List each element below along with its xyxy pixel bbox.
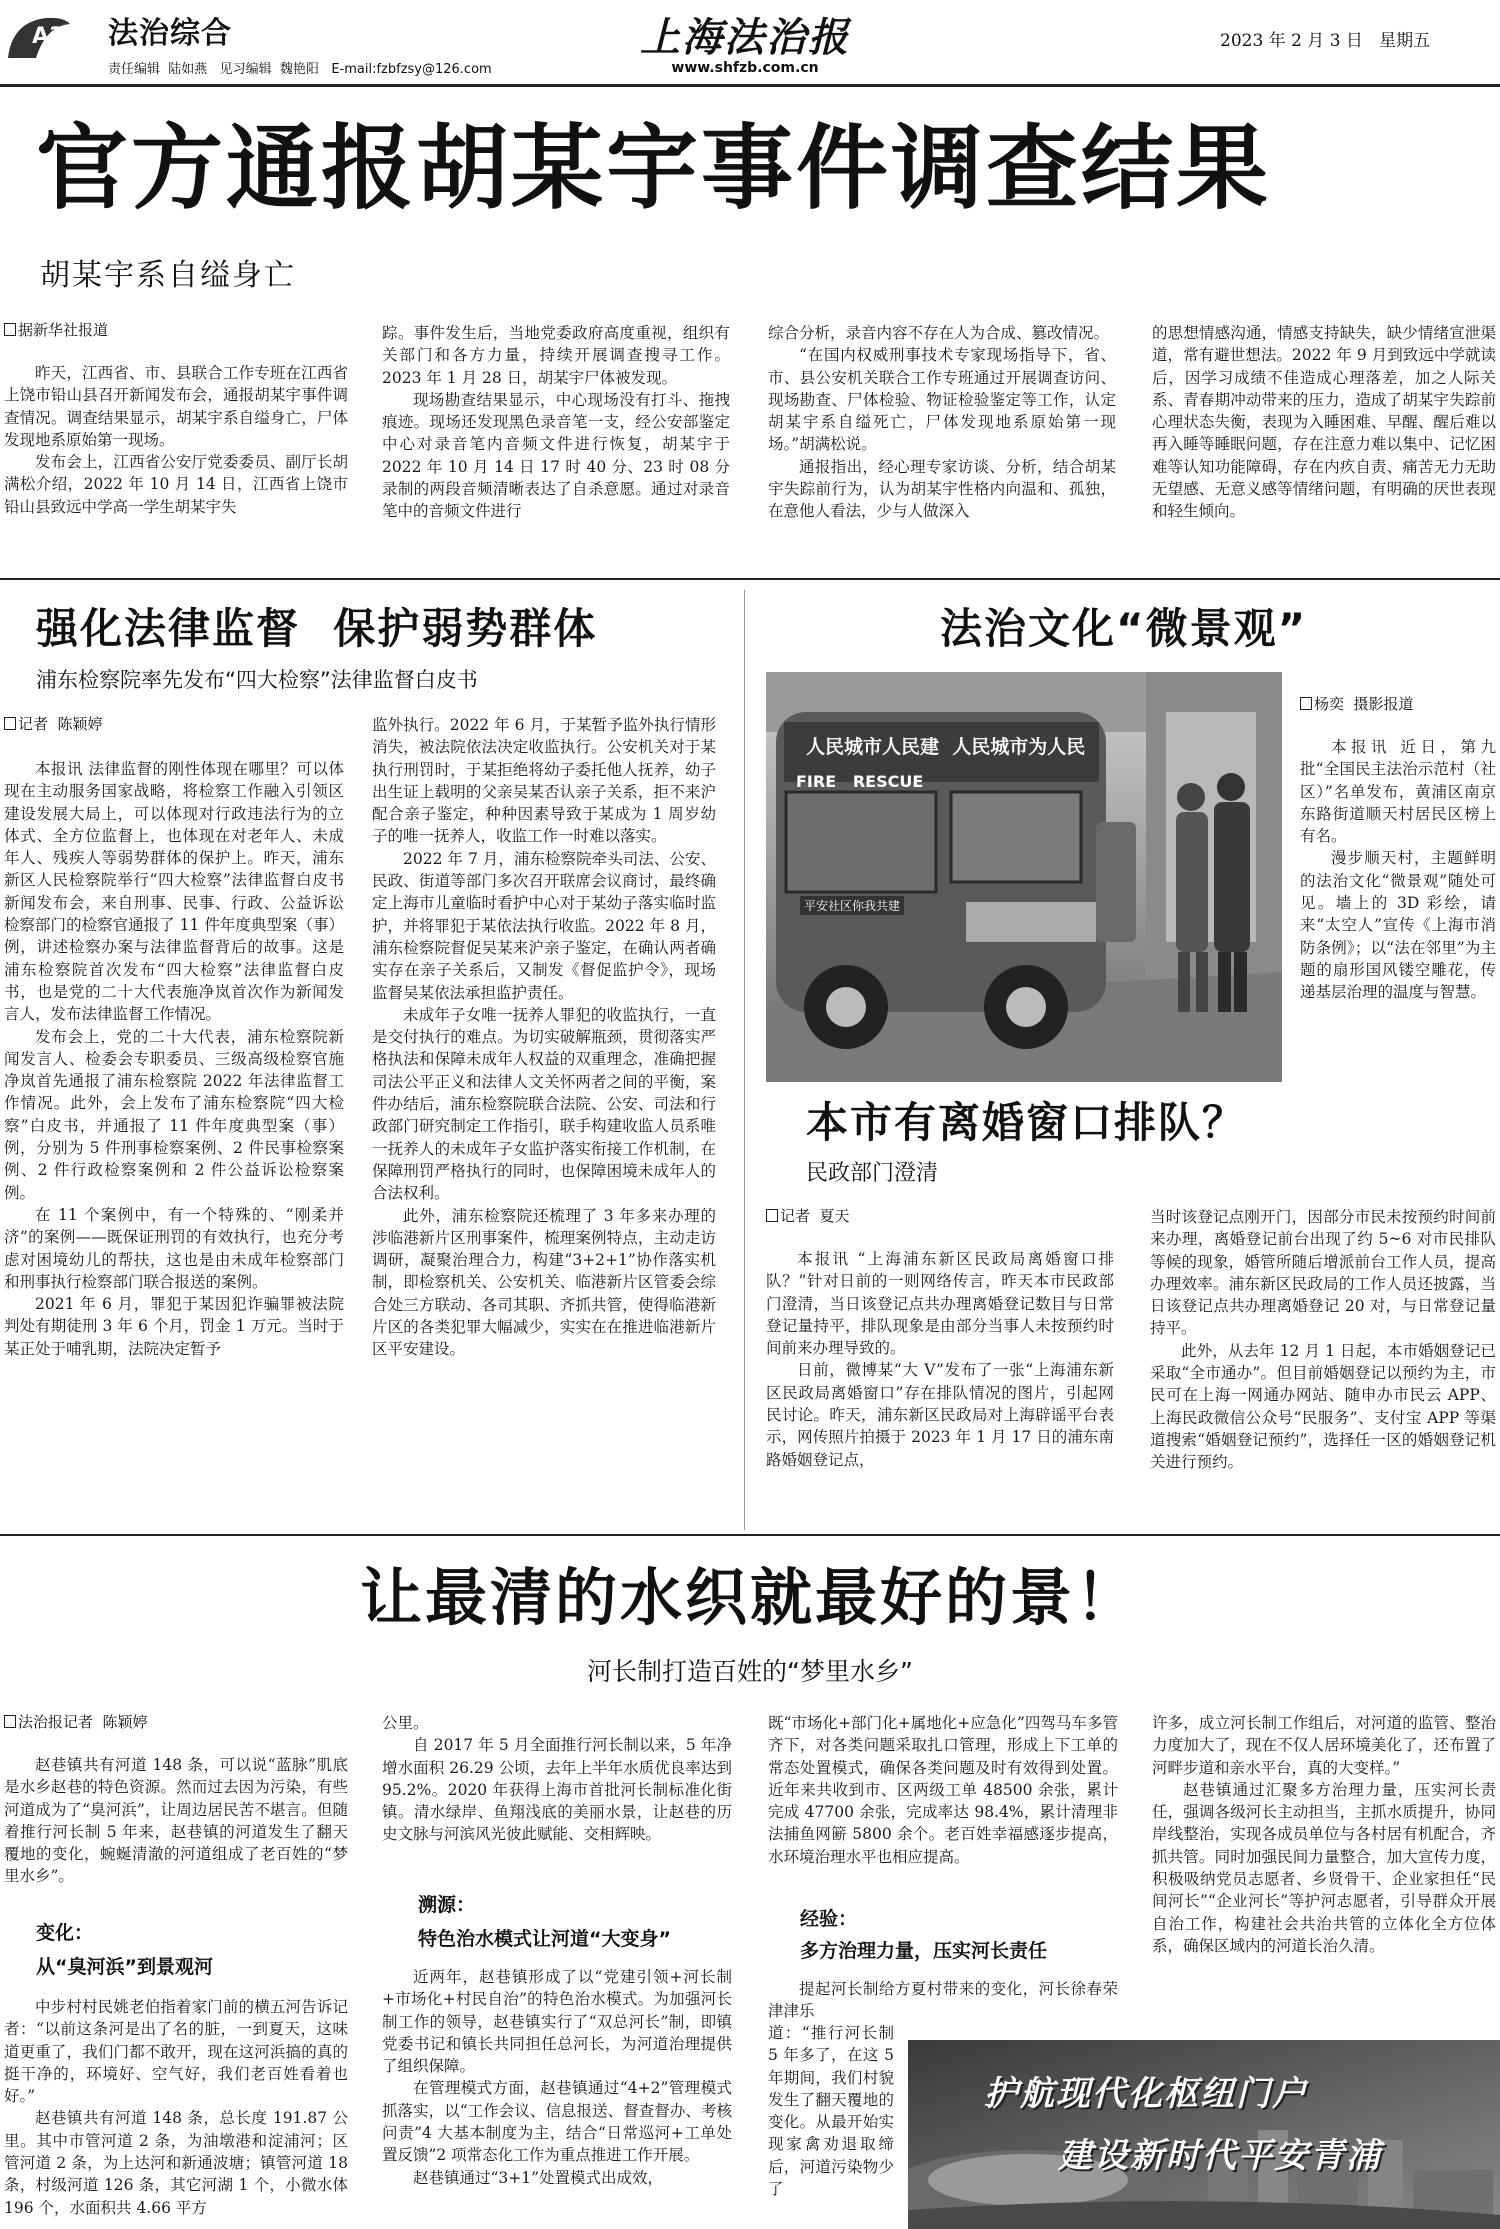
paragraph: 在 11 个案例中，有一个特殊的、“刚柔并济”的案例——既保证刑罚的有效执行，也充分考虑对困境幼儿的帮扶，这也是由未成年检察部门和刑事执行检察部门联合报送的案例。 — [4, 1205, 344, 1291]
photo-sign-slogan: 人民城市人民建 人民城市为人民 — [806, 736, 1086, 758]
article3-col — [1300, 736, 1496, 1004]
paragraph — [4, 758, 344, 1026]
paragraph: “在国内权威刑事技术专家现场指导下，省、市、县公安机关联合工作专班通过开展调查访问、现场勘查、尸体检验、物证检验鉴定等工作，认定胡某宇系自缢死亡，尸体发现地系原始第一现场。”胡满松说。 — [768, 346, 1116, 454]
paragraph: 当时该登记点刚开门，因部分市民未按预约时间前来办理，离婚登记前台出现了约 5~6 对市民排队等候的现象，婚管所随后增派前台工作人员，提高办理效率。浦东新区民政局的工作人员还披露，当日该登记点共办理离婚登记 20 对，与日常登记量持平。 — [1150, 1208, 1496, 1338]
paragraph: 中步村村民姚老伯指着家门前的横五河告诉记者：“以前这条河是出了名的脏，一到夏天，这味道更重了，我们门都不敢开，现在这河浜搞的真的挺干净的，环境好、空气好，我们老百姓看着也好。” — [4, 1998, 348, 2106]
editors-line: 责任编辑 陆如燕 见习编辑 魏艳阳 E-mail:fzbfzsy@126.com — [108, 62, 492, 77]
paragraph: 道：“推行河长制 5 年多了，在这 5 年期间，我们村貌发生了翻天覆地的变化。从最开始实现家禽劝退取缔后，河道污染物少了 — [768, 2024, 894, 2199]
paragraph: 赵巷镇通过“3+1”处置模式出成效， — [413, 2168, 664, 2187]
paragraph-text: 本报讯 法律监督的刚性体现在哪里？可以体现在主动服务国家战略，将检察工作融入引领区建设发展大局上，可以体现对行政违法行为的立体式、全方位监督上，也体现在对老年人、未成年人、残疾人等弱势群体的保护上。昨天，浦东新区人民检察院举行“四大检察”法律监督白皮书新闻发布会，来自刑事、民事、行政、公益诉讼检察部门的检察官通报了 11 件年度典型案（事）例，讲述检察办案与法律监督背后的故事。这是浦东检察院首次发布“四大检察”法律监督白皮书，也是党的二十大代表施净岚首次作为新闻发言人，发布法律监督工作情况。 — [4, 760, 344, 1024]
article2-byline-text: 记者 陈颖婷 — [18, 715, 103, 733]
paragraph: 赵巷镇通过汇聚多方治理力量，压实河长责任，强调各级河长主动担当，主抓水质提升，协同岸线整治，实现各成员单位与各村居有机配合，齐抓共管。同时加强民间力量整合，加大宣传力度，积极吸纳党员志愿者、乡贤骨干、企业家担任“民间河长”“企业河长”等护河志愿者，引导群众开展自治工作，构建社会共治共管的立体化全方位体系，确保区域内的河道长治久清。 — [1152, 1780, 1496, 1955]
article5-col1b — [4, 1996, 348, 2219]
paragraph: 2022 年 7 月，浦东检察院牵头司法、公安、民政、街道等部门多次召开联席会议商讨，最终确定上海市儿童临时看护中心对于某幼子落实临时监护，并将罪犯于某依法执行收监。2022 年 8 月，浦东检察院督促吴某来沪亲子鉴定，在确认两者确实存在亲子关系后，又制发《督促监护令》，现场监督吴某依法承担监护责任。 — [372, 849, 716, 1002]
article1-col4 — [1152, 322, 1496, 523]
section1-title: 从“臭河浜”到景观河 — [36, 1956, 213, 1978]
fire-truck-photo — [766, 672, 1282, 1082]
article5-col2b — [382, 1966, 732, 2189]
paragraph: 昨天，江西省、市、县联合工作专班在江西省上饶市铅山县召开新闻发布会，通报胡某宇事件调查情况。调查结果显示，胡某宇系自缢身亡，尸体发现地系原始第一现场。 — [4, 364, 348, 449]
paragraph: 未成年子女唯一抚养人罪犯的收监执行，一直是交付执行的难点。为切实破解瓶颈，贯彻落实严格执法和保障未成年人权益的双重理念，准确把握司法公平正义和法律人文关怀两者之间的平衡，案件办结后，浦东检察院联合法院、公安、司法和行政部门研究制定工作指引，联手构建收监人员系唯一抚养人的未成年子女监护落实衔接工作机制，在保障刑罚严格执行的同时，也保障困境未成年人的合法权利。 — [372, 1005, 716, 1203]
article4-col2 — [1150, 1206, 1496, 1474]
paragraph: 踪。事件发生后，当地党委政府高度重视，组织有关部门和各方力量，持续开展调查搜寻工作。2023 年 1 月 28 日，胡某宇尸体被发现。 — [382, 324, 730, 387]
article3-byline — [1300, 694, 1414, 714]
article1-col3 — [768, 322, 1116, 523]
masthead-rule — [0, 84, 1500, 87]
website: www.shfzb.com.cn — [671, 60, 819, 76]
section3-title: 多方治理力量，压实河长责任 — [800, 1940, 1048, 1962]
paragraph: 现场勘查结果显示，中心现场没有打斗、拖拽痕迹。现场还发现黑色录音笔一支，经公安部鉴定中心对录音笔内音频文件进行恢复，胡某宇于 2022 年 10 月 14 日 17 时 40 分、23 时 08 分录制的两段音频清晰表达了自杀意愿。通过对录音笔中的音频文件进行 — [382, 390, 730, 521]
article4-byline — [766, 1206, 850, 1226]
article1-byline — [4, 320, 108, 340]
article3-byline-text: 杨奕 摄影报道 — [1314, 695, 1414, 713]
article1-subhead: 胡某宇系自缢身亡 — [40, 258, 296, 293]
ad-line2: 建设新时代平安青浦 — [1058, 2136, 1382, 2176]
article5-col3b — [768, 2022, 894, 2200]
paragraph: 漫步顺天村，主题鲜明的法治文化“微景观”随处可见。墙上的 3D 彩绘，请来“太空人”宣传《上海市消防条例》；以“法在邻里”为主题的扇形国风镂空雕花，传递基层治理的温度与智慧。 — [1300, 849, 1496, 1002]
column-rule — [744, 590, 745, 1530]
divider — [0, 578, 1500, 580]
article2-byline — [4, 714, 103, 734]
article5-col4 — [1152, 1712, 1496, 1957]
divider — [0, 1534, 1500, 1536]
paragraph: 此外，从去年 12 月 1 日起，本市婚姻登记已采取“全市通办”。但目前婚姻登记以预约为主，市民可在上海一网通办网站、随申办市民云 APP、上海民政微信公众号“民服务”、支付宝 APP 等渠道搜索“婚姻登记预约”，选择任一区的婚姻登记机关进行预约。 — [1150, 1341, 1496, 1472]
byline-box-icon — [4, 717, 16, 730]
byline-box-icon — [4, 323, 16, 336]
article1-headline: 官方通报胡某宇事件调查结果 — [36, 115, 1272, 222]
article4-byline-text: 记者 夏天 — [780, 1207, 850, 1225]
paragraph: 既“市场化+部门化+属地化+应急化”四驾马车多管齐下，对各类问题采取扎口管理，形成上下工单的常态处置模式，确保各类问题及时有效得到处置。近年来共收到市、区两级工单 48500 余张，累计完成 47700 余张，完成率达 98.4%，累计清理非法捕鱼网簖 5800 余个。老百姓幸福感逐步提高，水环境治理水平也相应提高。 — [768, 1714, 1118, 1866]
paragraph: 提起河长制给方夏村带来的变化，河长徐春荣津津乐 — [768, 1980, 1118, 2021]
article5-col3b-lead — [768, 1978, 1118, 2023]
article5-byline — [4, 1712, 148, 1732]
article5-col2 — [382, 1712, 732, 1846]
paragraph: 此外，浦东检察院还梳理了 3 年多来办理的涉临港新片区刑事案件，梳理案例特点，主动走访调研，凝聚治理合力，构建“3+2+1”协作落实机制，即检察机关、公安机关、临港新片区管委会综合处三方联动、各司其职、齐抓共管，使得临港新片区的各类犯罪大幅减少，实实在在推进临港新片区平安建设。 — [372, 1206, 716, 1359]
section-title: 法治综合 — [108, 16, 232, 51]
page-badge — [6, 14, 72, 60]
article3-headline: 法治文化“微景观” — [940, 604, 1308, 653]
ad-line1: 护航现代化枢纽门户 — [984, 2074, 1308, 2114]
paragraph: 发布会上，党的二十大代表，浦东检察院新闻发言人、检委会专职委员、三级高级检察官施净岚首先通报了浦东检察院 2022 年法律监督工作情况。此外，会上发布了浦东检察院“四大检察”白皮书，并通报了 11 件年度典型案（事）例，分别为 5 件刑事检察案例、2 件民事检察案例、2 件行政检察案例和 2 件公益诉讼检察案例。 — [4, 1027, 344, 1202]
paragraph: 本报讯 近日，第九批“全国民主法治示范村（社区）”名单发布，黄浦区南京东路街道顺天村居民区榜上有名。 — [1300, 738, 1496, 846]
section2-title: 特色治水模式让河道“大变身” — [418, 1928, 671, 1950]
paragraph: 通报指出，经心理专家访谈、分析，结合胡某宇失踪前行为，认为胡某宇性格内向温和、孤独，在意他人看法，少与人做深入 — [768, 457, 1116, 521]
paragraph: 本报讯 “上海浦东新区民政局离婚窗口排队？”针对日前的一则网络传言，昨天本市民政部门澄清，当日该登记点共办理离婚登记数目与日常登记量持平，排队现象是由部分当事人未按预约时间前来办理导致的。 — [766, 1250, 1114, 1358]
paragraph: 近两年，赵巷镇形成了以“党建引领+河长制+市场化+村民自治”的特色治水模式。为加强河长制工作的领导，赵巷镇实行了“双总河长”制，即镇党委书记和镇长共同担任总河长，为河道治理提供了组织保障。 — [382, 1968, 732, 2076]
page-number: A3 — [32, 24, 65, 49]
article1-col2 — [382, 322, 730, 523]
paragraph: 自 2017 年 5 月全面推行河长制以来，5 年净增水面积 26.29 公顷，去年上半年水质优良率达到 95.2%。2020 年获得上海市首批河长制标准化街镇。清水绿岸、鱼翔浅底的美丽水景，让赵巷的历史文脉与河滨风光彼此赋能、交相辉映。 — [382, 1736, 732, 1844]
article5-byline-text: 法治报记者 陈颖婷 — [18, 1713, 148, 1731]
paragraph: 赵巷镇共有河道 148 条，总长度 191.87 公里。其中市管河道 2 条，为油墩港和淀浦河；区管河道 2 条，为上达河和新通波塘；镇管河道 18 条，村级河道 126 条，其它河湖 1 个，小微水体 196 个，水面积共 4.66 平方 — [4, 2109, 348, 2217]
photo-sign-community: 平安社区你我共建 — [800, 896, 904, 915]
article5-col1 — [4, 1754, 348, 1888]
masthead-logo: 上海法治报 — [640, 14, 850, 61]
section3-kicker: 经验： — [800, 1908, 858, 1930]
paragraph: 在管理模式方面，赵巷镇通过“4+2”管理模式抓落实，以“工作会议、信息报送、督查督办、考核问责”4 大基本制度为主，结合“日常巡河+工单处置反馈”2 项常态化工作为重点推进工作开展。 — [382, 2079, 732, 2165]
section1-kicker: 变化： — [36, 1922, 94, 1944]
byline-box-icon — [4, 1715, 16, 1728]
article5-col3 — [768, 1712, 1118, 1868]
article1-col1 — [4, 362, 348, 518]
paragraph: 发布会上，江西省公安厅党委委员、副厅长胡满松介绍，2022 年 10 月 14 日，江西省上饶市铅山县致远中学高一学生胡某宇失 — [4, 453, 348, 516]
paragraph: 日前，微博某“大 V”发布了一张“上海浦东新区民政局离婚窗口”存在排队情况的图片，引起网民讨论。昨天，浦东新区民政局对上海辟谣平台表示，网传照片拍摄于 2023 年 1 月 17 日的浦东南路婚姻登记点， — [766, 1361, 1114, 1469]
article5-headline: 让最清的水织就最好的景！ — [359, 1561, 1140, 1634]
photo-sign-fire-rescue: FIRE RESCUE — [796, 772, 924, 791]
article5-subhead: 河长制打造百姓的“梦里水乡” — [587, 1657, 913, 1686]
paragraph: 监外执行。2022 年 6 月，于某暂予监外执行情形消失，被法院依法决定收监执行。公安机关对于某执行刑罚时，于某拒绝将幼子委托他人抚养，幼子出生证上载明的父亲吴某否认亲子关系，拒不来沪配合亲子鉴定，种种因素导致于某成为 1 周岁幼子的唯一抚养人，收监工作一时难以落实。 — [372, 716, 716, 846]
article4-subhead: 民政部门澄清 — [806, 1161, 939, 1186]
paragraph: 公里。 — [382, 1714, 429, 1732]
article2-col2 — [372, 714, 716, 1361]
article2-subhead: 浦东检察院率先发布“四大检察”法律监督白皮书 — [36, 668, 478, 692]
paragraph: 综合分析，录音内容不存在人为合成、篡改情况。 — [768, 324, 1110, 342]
article2-headline: 强化法律监督 保护弱势群体 — [36, 604, 598, 653]
ad-banner — [908, 2040, 1500, 2229]
article2-col1 — [4, 758, 344, 1360]
article4-headline: 本市有离婚窗口排队？ — [806, 1098, 1247, 1147]
paragraph: 的思想情感沟通，情感支持缺失，缺少情绪宣泄渠道，常有避世想法。2022 年 9 月到致远中学就读后，因学习成绩不佳造成心理落差，加之人际关系、青春期冲动带来的压力，造成了胡某宇失踪前心理状态失衡，表现为入睡困难、早醒、醒后难以再入睡等睡眠问题，存在注意力难以集中、记忆困难等认知功能障碍，存在内疚自责、痛苦无力无助无望感、无意义感等情绪问题，有明确的厌世表现和轻生倾向。 — [1152, 324, 1496, 521]
article1-byline-text: 据新华社报道 — [18, 321, 109, 339]
byline-box-icon — [766, 1209, 778, 1222]
paragraph: 2021 年 6 月，罪犯于某因犯诈骗罪被法院判处有期徒刑 3 年 6 个月，罚金 1 万元。当时于某正处于哺乳期，法院决定暂予 — [4, 1295, 344, 1358]
section2-kicker: 溯源： — [418, 1894, 476, 1916]
article4-col1 — [766, 1248, 1114, 1471]
issue-date: 2023 年 2 月 3 日 星期五 — [1220, 31, 1431, 51]
paragraph: 许多，成立河长制工作组后，对河道的监管、整治力度加大了，现在不仅人居环境美化了，还布置了河畔步道和亲水平台，真的大变样。” — [1152, 1714, 1496, 1777]
paragraph: 赵巷镇共有河道 148 条，可以说“蓝脉”肌底是水乡赵巷的特色资源。然而过去因为污染，有些河道成为了“臭河浜”，让周边居民苦不堪言。但随着推行河长制 5 年来，赵巷镇的河道发生了翻天覆地的变化，蜿蜒清澈的河道组成了老百姓的“梦里水乡”。 — [4, 1756, 348, 1886]
byline-box-icon — [1300, 697, 1312, 710]
